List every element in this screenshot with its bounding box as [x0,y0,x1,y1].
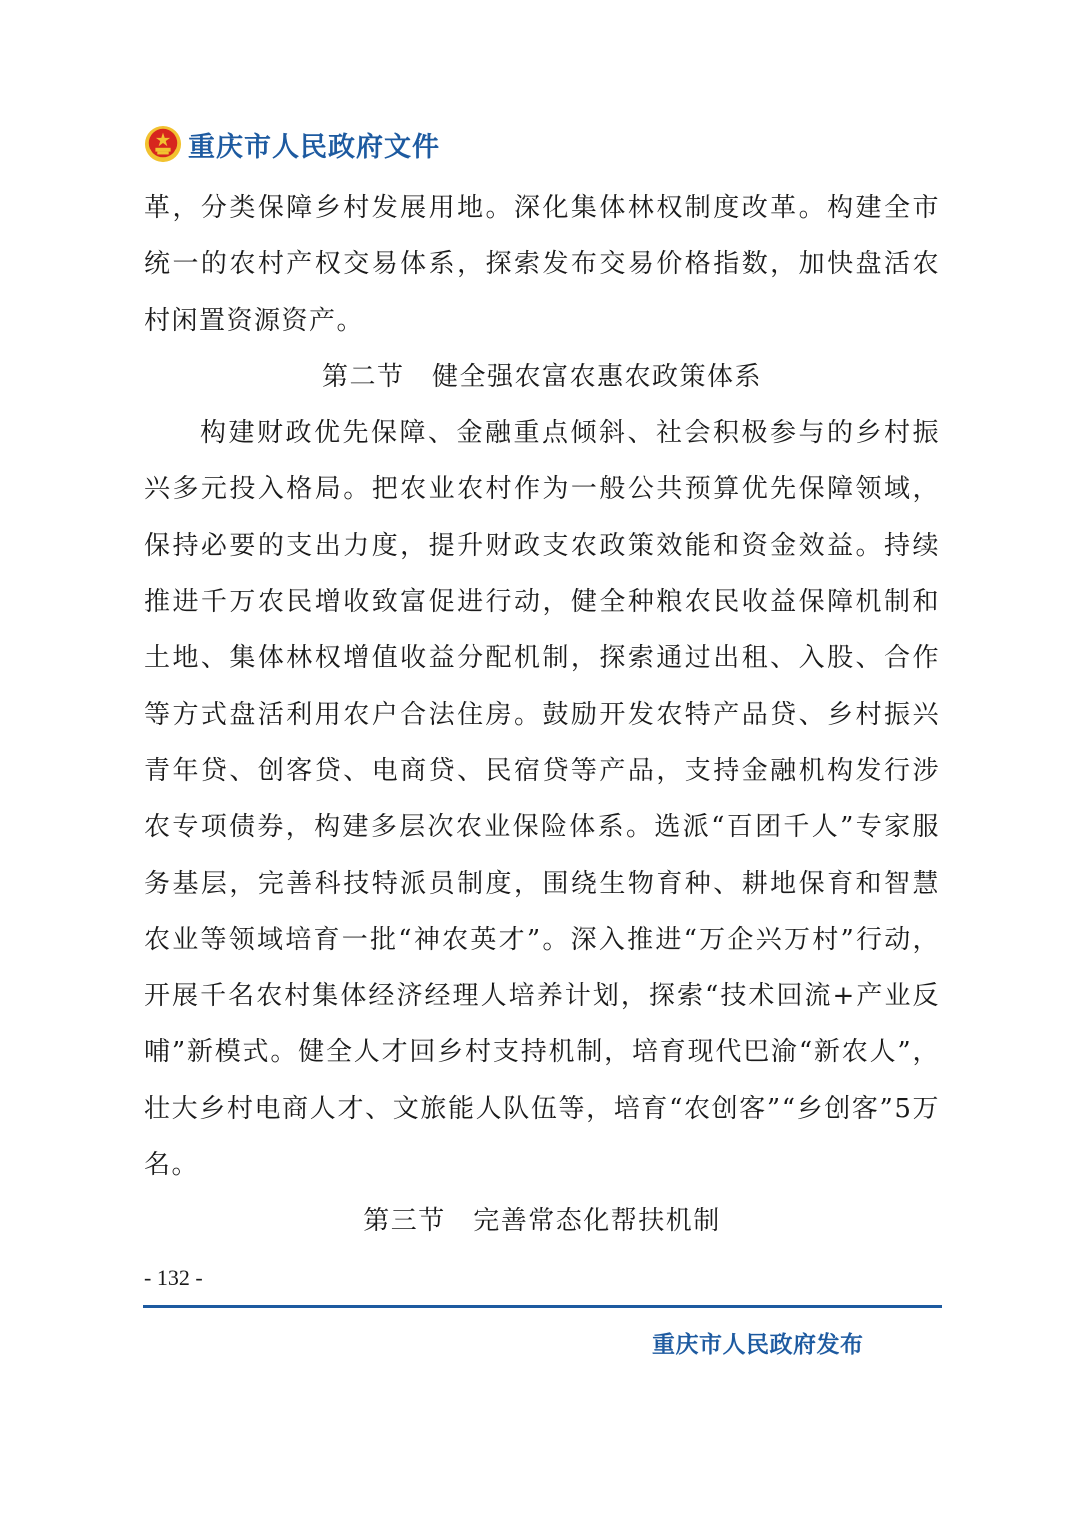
header-title: 重庆市人民政府文件 [188,131,440,163]
paragraph-2: 构建财政优先保障、金融重点倾斜、社会积极参与的乡村振兴多元投入格局。把农业农村作为一般公共预算优先保障领域，保持必要的支出力度，提升财政支农政策效能和资金效益。持续推进千万农民增收致富促进行动，健全种粮农民收益保障机制和土地、集体林权增值收益分配机制，探索通过出租、入股、合作等方式盘活利用农户合法住房。鼓励开发农特产品贷、乡村振兴青年贷、创客贷、电商贷、民宿贷等产品，支持金融机构发行涉农专项债券，构建多层次农业保险体系。选派“百团千人”专家服务基层，完善科技特派员制度，围绕生物育种、耕地保育和智慧农业等领域培育一批“神农英才”。深入推进“万企兴万村”行动，开展千名农村集体经济经理人培养计划，探索“技术回流+产业反哺”新模式。健全人才回乡村支持机制，培育现代巴渝“新农人”，壮大乡村电商人才、文旅能人队伍等，培育“农创客”“乡创客”5万名。 [144,418,940,1181]
section-3-heading: 第三节 完善常态化帮扶机制 [363,1206,721,1237]
section-2-heading: 第二节 健全强农富农惠农政策体系 [321,361,762,392]
document-body [144,180,940,1250]
paragraph-1: 革，分类保障乡村发展用地。深化集体林权制度改革。构建全市统一的农村产权交易体系，探索发布交易价格指数，加快盘活农村闲置资源资产。 [144,193,940,336]
footer-publisher: 重庆市人民政府发布 [652,1332,864,1358]
page-number: - 132 - [144,1265,203,1290]
footer-divider [143,1305,942,1308]
national-emblem-icon [144,125,182,163]
document-header [144,120,440,168]
